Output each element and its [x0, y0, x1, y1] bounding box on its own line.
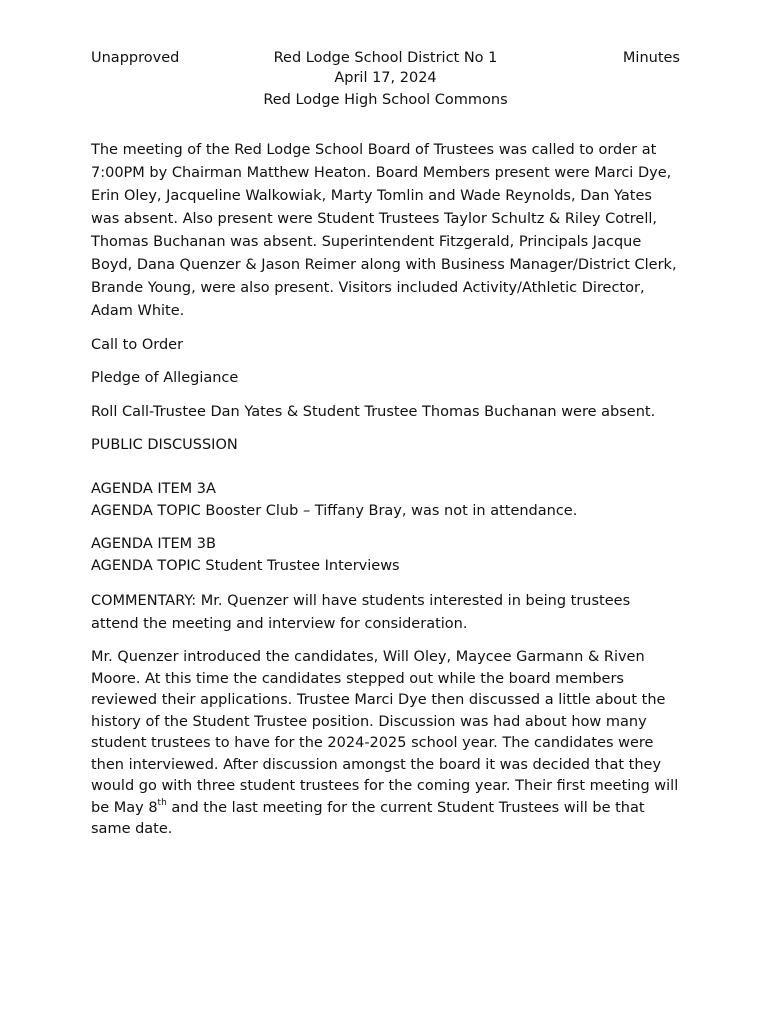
- pledge-of-allegiance: Pledge of Allegiance: [91, 370, 239, 386]
- agenda-item-3b: AGENDA ITEM 3B: [91, 536, 216, 552]
- header-row: [91, 50, 680, 70]
- district-name: Red Lodge School District No 1: [273, 50, 498, 66]
- meeting-location: Red Lodge High School Commons: [263, 92, 508, 108]
- discussion-text-before: Mr. Quenzer introduced the candidates, Will Oley, Maycee Garmann & Riven Moore. At this time the candidates stepped out while the board members reviewed their applications. Trustee Marci Dye then discussed a little about the history of the Student Trustee position. Discussion was had about how many student trustees to have for the 2024-2025 school year. The candidates were then interviewed. After discussion amongst the board it was decided that they would go with three student trustees for the coming year. Their first meeting will be May 8: [91, 649, 679, 816]
- discussion-paragraph: [91, 647, 680, 841]
- agenda-topic-3b: AGENDA TOPIC Student Trustee Interviews: [91, 558, 400, 574]
- roll-call: Roll Call-Trustee Dan Yates & Student Trustee Thomas Buchanan were absent.: [91, 404, 656, 420]
- agenda-item-3a: AGENDA ITEM 3A: [91, 481, 216, 497]
- status-label: Unapproved: [91, 50, 180, 66]
- intro-paragraph: The meeting of the Red Lodge School Board of Trustees was called to order at 7:00PM by Chairman Matthew Heaton. Board Members present were Marci Dye, Erin Oley, Jacqueline Walkowiak, Marty Tomlin and Wade Reynolds, Dan Yates was absent. Also present were Student Trustees Taylor Schultz & Riley Cotrell, Thomas Buchanan was absent. Superintendent Fitzgerald, Principals Jacque Boyd, Dana Quenzer & Jason Reimer along with Business Manager/District Clerk, Brande Young, were also present. Visitors included Activity/Athletic Director, Adam White.: [91, 142, 677, 319]
- public-discussion-heading: PUBLIC DISCUSSION: [91, 437, 238, 453]
- meeting-date: April 17, 2024: [334, 70, 437, 86]
- call-to-order: Call to Order: [91, 337, 184, 353]
- commentary-paragraph: COMMENTARY: Mr. Quenzer will have students interested in being trustees attend the meeting and interview for consideration.: [91, 593, 631, 632]
- ordinal-superscript: th: [157, 797, 167, 808]
- agenda-topic-3a: AGENDA TOPIC Booster Club – Tiffany Bray, was not in attendance.: [91, 503, 578, 519]
- discussion-text-after: and the last meeting for the current Student Trustees will be that same date.: [91, 799, 645, 837]
- document-type: Minutes: [622, 50, 680, 66]
